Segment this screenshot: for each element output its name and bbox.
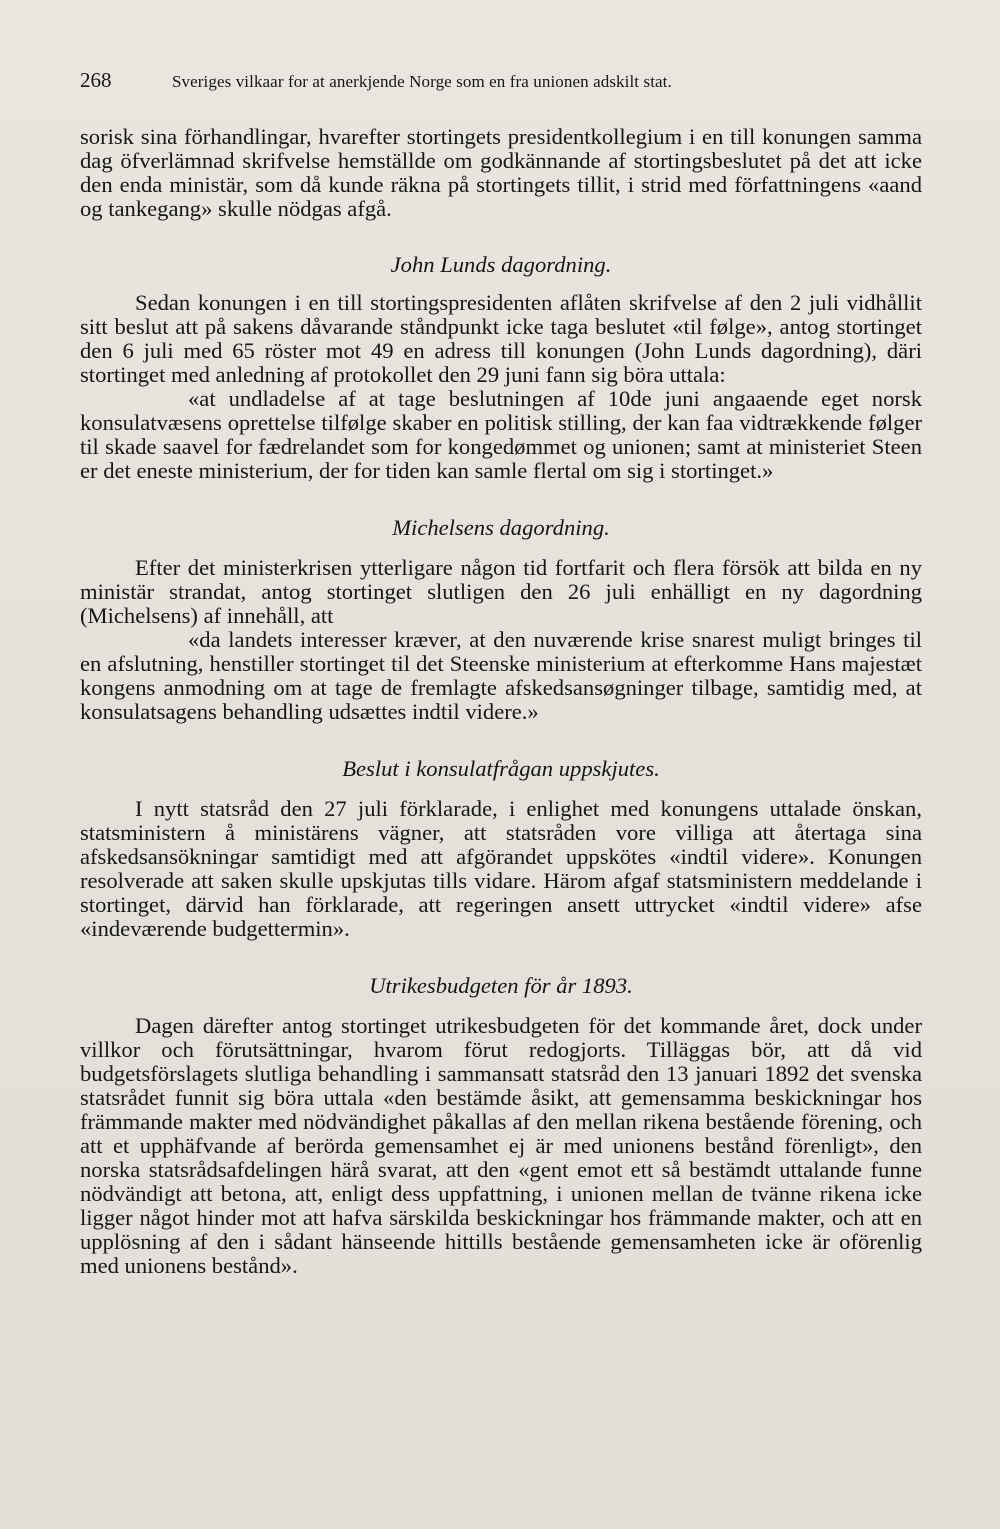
quote-michelsen: «da landets interesser kræver, at den nuværende krise snarest muligt bringes til en afslutning, henstiller stortinget til det Steenske ministerium at efterkomme Hans majestæt kongens anmodning om at tage de fremlagte afskedsansøgninger tilbage, samtidig med, at konsulatsagens behandling udsættes indtil videre.» <box>80 627 922 724</box>
section-paragraph-utrikesbudgeten: Dagen därefter antog stortinget utrikesbudgeten för det kommande året, dock under villkor och förutsättningar, hvarom förut redogjorts. Tilläggas bör, att då vid budgetsförslagets slutliga behandling i sammansatt statsråd den 13 januari 1892 det svenska statsrådet funnit sig böra uttala «den bestämde åsikt, att gemensamma beskickningar hos främmande makter med nödvändighet påkallas af den mellan rikena bestående förening, och att et upphäfvande af berörda gemensamhet ej är med unionens bestånd förenligt», den norska statsrådsafdelingen härå svarat, att den «gent emot ett så bestämdt uttalande funne nödvändigt att betona, att, enligt dess uppfattning, i unionen mellan de tvänne rikena icke ligger något hinder mot att hafva särskilda beskickningar hos främmande makter, och att en upplösning af den i sådant hänseende hittills bestående gemensamheten icke är oförenlig med unionens bestånd». <box>80 1013 922 1278</box>
running-header <box>80 68 922 93</box>
section-heading-utrikesbudgeten: Utrikesbudgeten för år 1893. <box>369 973 633 998</box>
section-heading-konsulatfragan: Beslut i konsulatfrågan uppskjutes. <box>342 756 660 781</box>
quote-john-lund: «at undladelse af at tage beslutningen af 10de juni angaaende eget norsk konsulatvæsens oprettelse tilfølge skaber en politisk stilling, der kan faa vidtrækkende følger til skade saavel for fædrelandet som for kongedømmet og unionen; samt at ministeriet Steen er det eneste ministerium, der for tiden kan samle flertal om sig i stortinget.» <box>80 386 922 483</box>
page-number: 268 <box>80 68 112 92</box>
section-paragraph-michelsen: Efter det ministerkrisen ytterligare någon tid fortfarit och flera försök att bilda en ny ministär strandat, antog stortinget slutligen den 26 juli enhälligt en ny dagordning (Michelsens) af innehåll, att <box>80 555 922 628</box>
intro-paragraph: sorisk sina förhandlingar, hvarefter stortingets presidentkollegium i en till konungen samma dag öfverlämnad skrifvelse hemställde om godkännande af stortingsbeslutet på det att icke den enda ministär, som då kunde räkna på stortingets tillit, i strid med författningens «aand og tankegang» skulle nödgas afgå. <box>80 124 922 221</box>
body-text <box>80 125 922 1278</box>
section-heading-michelsen: Michelsens dagordning. <box>392 515 610 540</box>
running-title: Sveriges vilkaar for at anerkjende Norge som en fra unionen adskilt stat. <box>172 72 672 91</box>
section-paragraph-konsulatfragan: I nytt statsråd den 27 juli förklarade, i enlighet med konungens uttalade önskan, statsministern å ministärens vägner, att statsråden vore villiga att återtaga sina afskedsansökningar samtidigt med att afgörandet uppskötes «indtil videre». Konungen resolverade att saken skulle upskjutas tills vidare. Härom afgaf statsministern meddelande i stortinget, därvid han förklarade, att regeringen ansett uttrycket «indtil videre» afse «indeværende budgettermin». <box>80 796 922 941</box>
section-heading-john-lund: John Lunds dagordning. <box>390 252 612 277</box>
section-paragraph-john-lund: Sedan konungen i en till stortingspresidenten aflåten skrifvelse af den 2 juli vidhållit sitt beslut att på sakens dåvarande ståndpunkt icke taga beslutet «til følge», antog stortinget den 6 juli med 65 röster mot 49 en adress till konungen (John Lunds dagordning), däri stortinget med anledning af protokollet den 29 juni fann sig böra uttala: <box>80 290 922 387</box>
